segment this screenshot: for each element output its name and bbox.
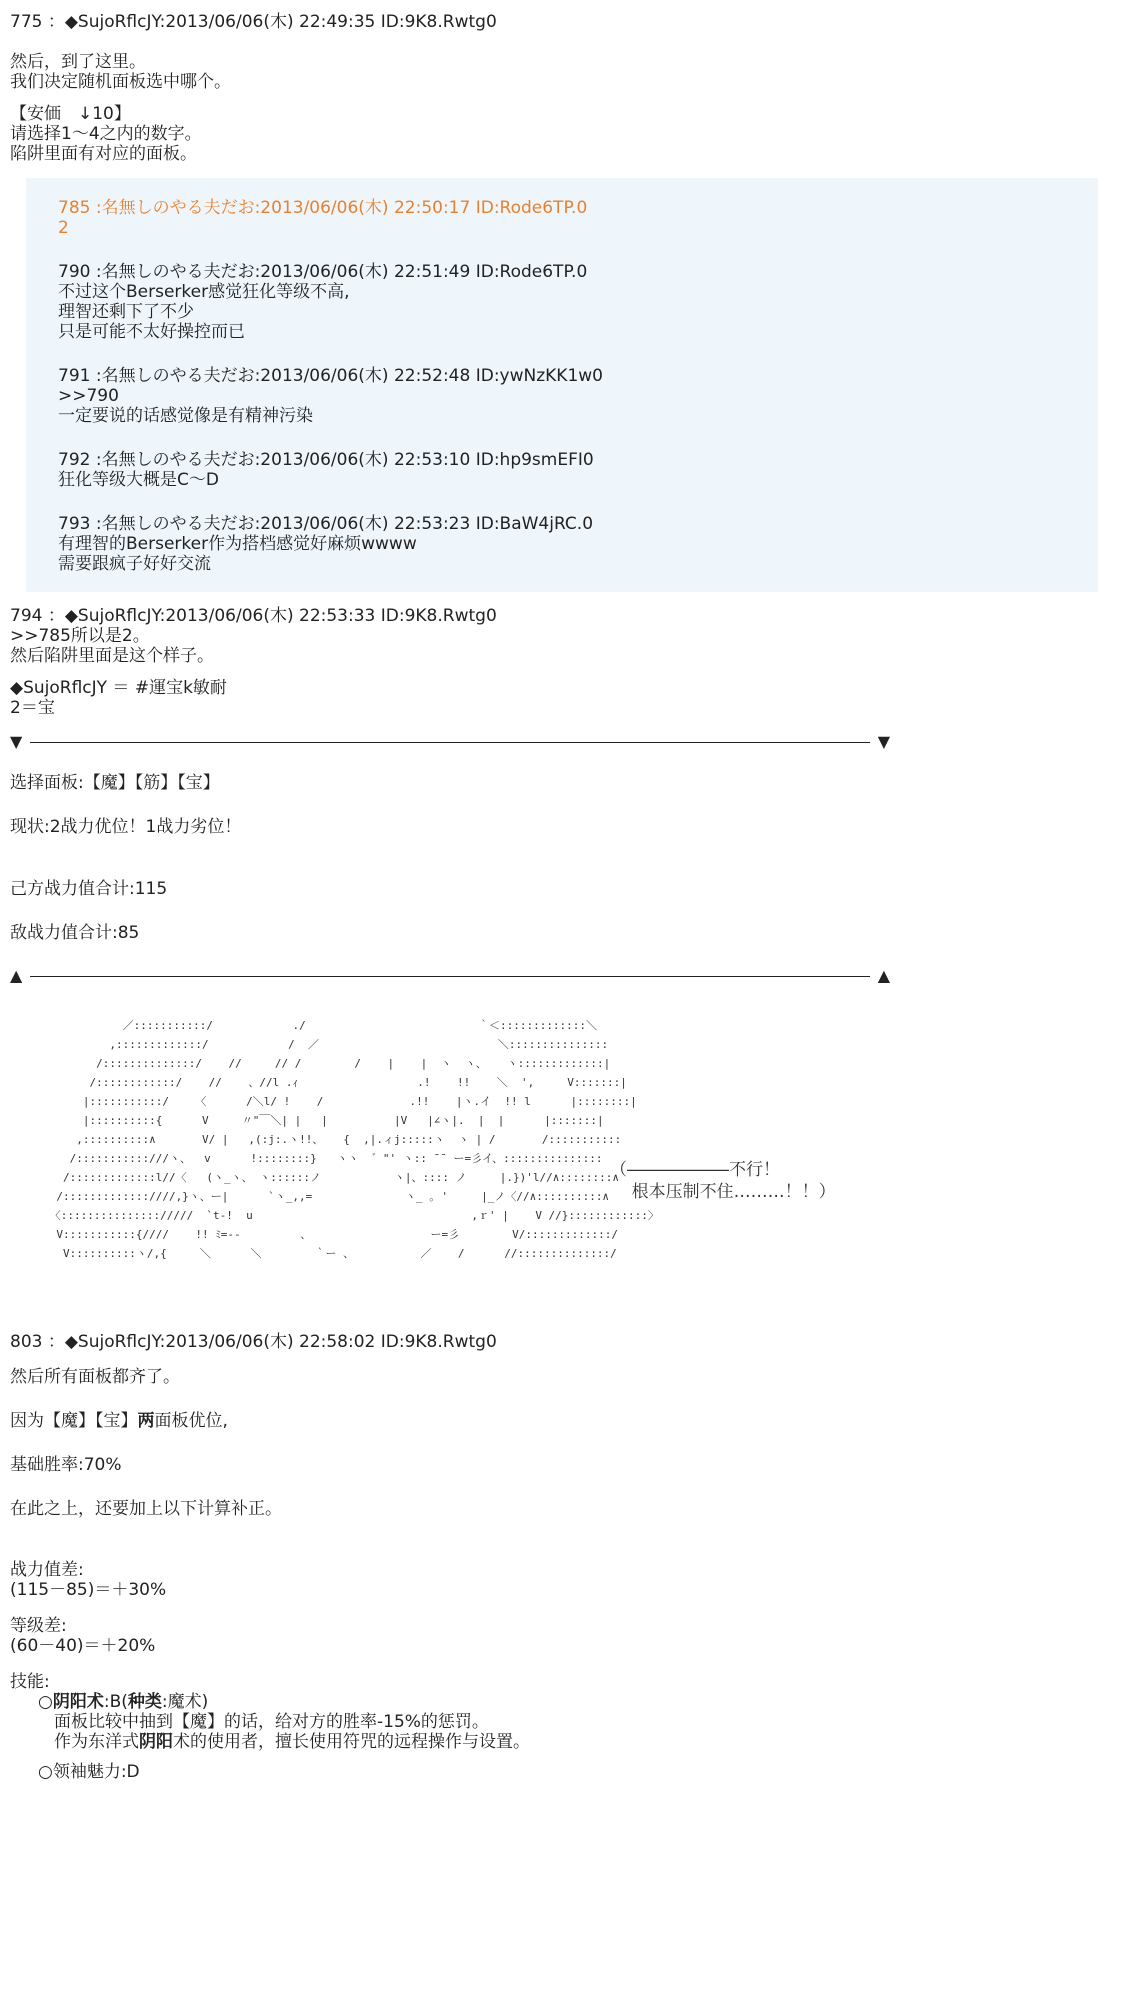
reply-text: 一定要说的话感觉像是有精神污染	[58, 406, 313, 426]
skill-description: 作为东洋式阴阳术的使用者，擅长使用符咒的远程操作与设置。	[54, 1732, 530, 1752]
post-header: 775 ：◆SujoRflcJY:2013/06/06(木) 22:49:35 ID:9K8.Rwtg0	[10, 12, 497, 32]
post-header: 803 ：◆SujoRflcJY:2013/06/06(木) 22:58:02 ID:9K8.Rwtg0	[10, 1332, 497, 1352]
post-text: 因为【魔】【宝】两面板优位,	[10, 1411, 228, 1431]
reply-header: 792 :名無しのやる夫だお:2013/06/06(木) 22:53:10 ID:hp9smEFI0	[58, 450, 594, 470]
power-diff-label: 战力值差:	[10, 1560, 84, 1580]
reply-header: 793 :名無しのやる夫だお:2013/06/06(木) 22:53:23 ID:BaW4jRC.0	[58, 514, 594, 534]
reply-792	[58, 450, 1098, 490]
thread-page	[10, 12, 1115, 1782]
skills-label: 技能:	[10, 1672, 50, 1692]
enemy-power-total: 敌战力值合计:85	[10, 923, 140, 943]
post-text: 【安価 ↓10】	[10, 104, 131, 124]
post-link[interactable]: >>785所以是2。	[10, 626, 150, 646]
reply-text: 需要跟疯子好好交流	[58, 554, 211, 574]
skill-charisma: ○领袖魅力:D	[38, 1762, 140, 1782]
reply-785	[58, 198, 1098, 238]
reply-text: 有理智的Berserker作为搭档感觉好麻烦wwww	[58, 534, 417, 554]
triangle-up-icon: ▲	[877, 966, 890, 985]
reply-text: 2	[58, 218, 69, 238]
skill-onmyojutsu: ○阴阳术:B(种类:魔术)	[38, 1692, 209, 1712]
post-794	[10, 606, 1115, 718]
reply-text: 狂化等级大概是C～D	[58, 470, 219, 490]
reply-header[interactable]: 785 :名無しのやる夫だお:2013/06/06(木) 22:50:17 ID:Rode6TP.0	[58, 198, 588, 218]
post-text: 然后所有面板都齐了。	[10, 1367, 180, 1387]
post-text: 陷阱里面有对应的面板。	[10, 144, 197, 164]
post-803	[10, 1332, 1115, 1782]
triangle-down-icon: ▼	[10, 732, 23, 751]
ascii-art-figure	[10, 1016, 1115, 1326]
panel-select: 选择面板:【魔】【筋】【宝】	[10, 773, 220, 793]
triangle-up-icon: ▲	[10, 966, 23, 985]
skill-description: 面板比较中抽到【魔】的话，给对方的胜率-15%的惩罚。	[54, 1712, 489, 1732]
post-text: 然后陷阱里面是这个样子。	[10, 646, 214, 666]
post-775	[10, 12, 1115, 164]
reply-793	[58, 514, 1098, 574]
post-text: 然后，到了这里。	[10, 52, 146, 72]
reply-header: 791 :名無しのやる夫だお:2013/06/06(木) 22:52:48 ID:ywNzKK1w0	[58, 366, 603, 386]
reply-link[interactable]: >>790	[58, 386, 119, 406]
reply-header: 790 :名無しのやる夫だお:2013/06/06(木) 22:51:49 ID:Rode6TP.0	[58, 262, 588, 282]
reply-text: 不过这个Berserker感觉狂化等级不高,	[58, 282, 350, 302]
post-text: 在此之上，还要加上以下计算补正。	[10, 1499, 282, 1519]
ascii-art-body: ／:::::::::::/ ./ ｀＜:::::::::::::＼ ,:::::::::::::/ / ／ ＼::::::::::::::: /::::::::::::::/ // // / / | | ヽ ヽ、 ヽ:::::::::::::| /::::::::::::/ // 、//l .ｨ .! !! ＼ ', V:::::::| |:::::::::::/ 〈 /＼l/ ! / .!! |ヽ.イ !! l |::::::::| |::::::::::{ V 〃"￣＼| | | |V |∠ヽ|. | | |:::::::| ,::::::::::∧ V/ | ,(:j:.ヽ!!、 { ,|.ィj:::::ヽ ヽ | / /::::::::::: /:::::::::::///ヽ、 v !::::::::} ヽヽ ゛"' ヽ:: ̄ ̄ ー=彡イ、::::::::::::::: /:::::::::::::l//〈 (ヽ_ヽ、 ヽ::::::ノ ヽ|、:::: ノ |.})'l//∧::::::::∧ /:::::::::::::////,}ヽ、ー| `ヽ_,,= ヽ_ ｡ ' |_ノ〈//∧::::::::::∧ 〈:::::::::::::::///// `t-! u ,ｒ' | V //}::::::::::::〉 V:::::::::::{//// !! ﾐ=-- 、 ー=彡 V/:::::::::::::/ V::::::::::ヽ/,{ ＼ ＼ ｀ー 、 ／ / //::::::::::::::/	[49, 1019, 659, 1260]
panel-status: 现状:2战力优位！1战力劣位！	[10, 817, 242, 837]
reply-text: 理智还剩下了不少	[58, 302, 194, 322]
post-text: 请选择1～4之内的数字。	[10, 124, 202, 144]
reply-791	[58, 366, 1098, 426]
post-text: 2＝宝	[10, 698, 55, 718]
reply-790	[58, 262, 1098, 342]
base-win-rate: 基础胜率:70%	[10, 1455, 122, 1475]
power-diff-calc: (115－85)＝＋30%	[10, 1580, 167, 1600]
post-text: 我们决定随机面板选中哪个。	[10, 72, 231, 92]
quoted-replies	[26, 178, 1098, 592]
level-diff-label: 等级差:	[10, 1616, 67, 1636]
divider-top	[10, 732, 890, 752]
speech-bubble-text: （――――――不行！ 根本压制不住………！！）	[610, 1160, 836, 1202]
reply-text: 只是可能不太好操控而已	[58, 322, 245, 342]
triangle-down-icon: ▼	[877, 732, 890, 751]
divider-bottom	[10, 966, 890, 986]
level-diff-calc: (60－40)＝＋20%	[10, 1636, 156, 1656]
post-text: ◆SujoRflcJY ＝ #運宝k敏耐	[10, 678, 227, 698]
own-power-total: 己方战力值合计:115	[10, 879, 168, 899]
post-header: 794 ：◆SujoRflcJY:2013/06/06(木) 22:53:33 ID:9K8.Rwtg0	[10, 606, 497, 626]
